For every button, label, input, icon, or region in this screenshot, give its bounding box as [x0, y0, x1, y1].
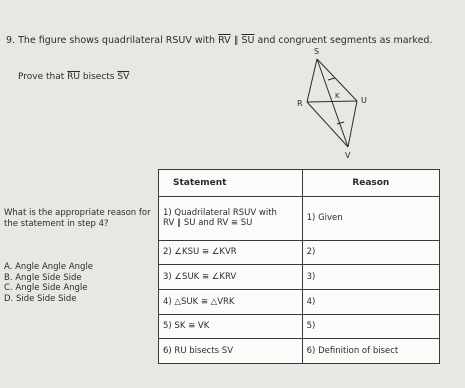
parallel-symbol: ∥ — [233, 35, 239, 46]
diagonal-sv — [317, 59, 348, 147]
proof-row — [159, 289, 440, 314]
label-u: U — [361, 96, 367, 105]
label-v: V — [345, 151, 351, 160]
prove-mid: bisects — [82, 72, 115, 82]
reason-cell: 4) — [302, 289, 439, 314]
label-r: R — [297, 99, 303, 108]
reason-cell: 3) — [302, 265, 439, 290]
problem-number: 9. — [6, 35, 16, 46]
prove-prefix: Prove that — [18, 72, 65, 82]
problem-text-suffix: and congruent segments as marked. — [257, 35, 433, 46]
statement-line-2: RV ∥ SU and RV ≅ SU — [163, 218, 253, 229]
choice-c[interactable]: C. Angle Side Angle — [4, 283, 88, 293]
problem-text-prefix: The figure shows quadrilateral RSUV with — [18, 35, 216, 46]
reason-cell: 6) Definition of bisect — [302, 339, 439, 364]
proof-row — [159, 265, 440, 290]
proof-row — [159, 339, 440, 364]
segment-rv: RV — [218, 35, 231, 46]
proof-row — [159, 314, 440, 339]
quadrilateral-figure — [280, 40, 390, 165]
reason-cell: 5) — [302, 314, 439, 339]
tick-sk — [328, 78, 335, 80]
reason-cell: 2) — [302, 240, 439, 265]
header-statement: Statement — [159, 170, 303, 197]
segment-ru: RU — [67, 72, 80, 82]
proof-row — [159, 240, 440, 265]
question-text: What is the appropriate reason for the statement in step 4? — [4, 208, 151, 229]
proof-row — [159, 197, 440, 241]
choice-b[interactable]: B. Angle Side Side — [4, 272, 82, 283]
statement-line: 1) Quadrilateral RSUV with — [163, 208, 277, 219]
choice-a[interactable]: A. Angle Angle Angle — [4, 262, 94, 272]
side-uv — [348, 101, 357, 147]
segment-sv: SV — [117, 72, 130, 82]
side-sr — [307, 59, 317, 102]
proof-header-row — [159, 170, 440, 197]
statement-cell — [159, 197, 303, 241]
statement-cell: 2) ∠KSU ≅ ∠KVR — [159, 240, 303, 265]
statement-cell: 3) ∠SUK ≅ ∠KRV — [159, 265, 303, 290]
header-reason: Reason — [302, 170, 439, 197]
choice-d[interactable]: D. Side Side Side — [4, 293, 77, 304]
statement-cell: 4) △SUK ≅ △VRK — [159, 289, 303, 314]
side-rv — [307, 102, 348, 147]
prove-statement — [18, 72, 129, 82]
statement-cell: 5) SK ≅ VK — [159, 314, 303, 339]
statement-cell: 6) RU bisects SV — [159, 339, 303, 364]
segment-su: SU — [241, 35, 255, 46]
label-s: S — [314, 47, 320, 56]
reason-cell: 1) Given — [302, 197, 439, 241]
answer-choices — [4, 262, 144, 304]
proof-table — [158, 169, 440, 364]
label-k: K — [335, 92, 340, 100]
tick-kv — [337, 122, 344, 124]
